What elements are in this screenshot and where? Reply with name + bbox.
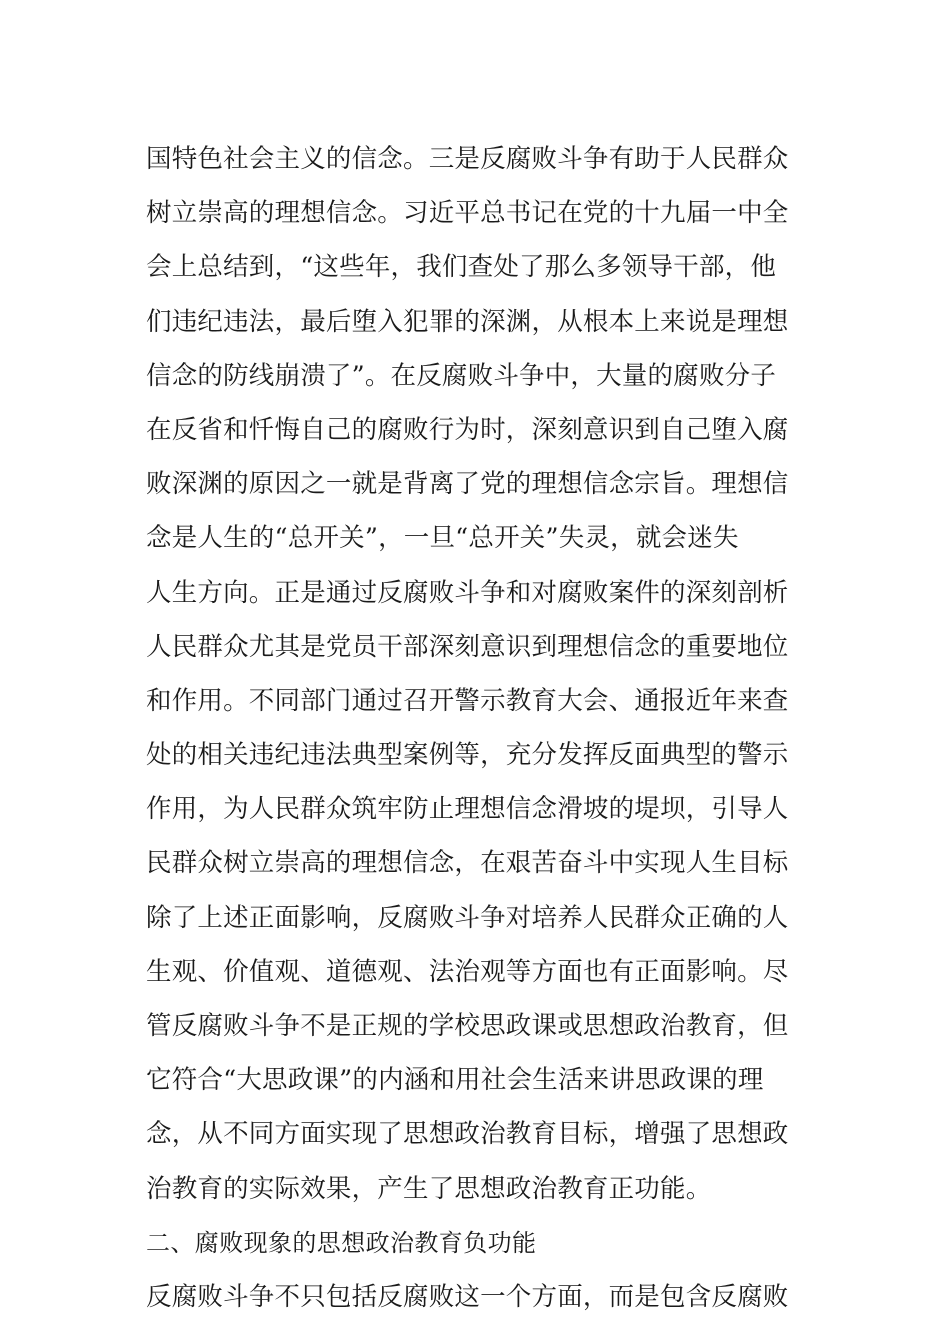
text-line: 念，从不同方面实现了思想政治教育目标，增强了思想政: [146, 1119, 789, 1150]
text-line: 作用，为人民群众筑牢防止理想信念滑坡的堤坝，引导人: [146, 794, 789, 825]
text-line: 它符合“大思政课”的内涵和用社会生活来讲思政课的理: [146, 1065, 764, 1096]
text-line: 反腐败斗争不只包括反腐败这一个方面，而是包含反腐败: [146, 1281, 789, 1312]
text-line: 和作用。不同部门通过召开警示教育大会、通报近年来查: [146, 685, 789, 716]
text-line: 们违纪违法，最后堕入犯罪的深渊，从根本上来说是理想: [146, 306, 789, 337]
text-line: 人生方向。正是通过反腐败斗争和对腐败案件的深刻剖析: [146, 577, 789, 608]
section-heading: 二、腐败现象的思想政治教育负功能: [146, 1228, 537, 1257]
text-line: 信念的防线崩溃了”。在反腐败斗争中，大量的腐败分子: [146, 360, 777, 391]
text-line: 处的相关违纪违法典型案例等，充分发挥反面典型的警示: [146, 740, 789, 771]
body-text: [146, 132, 816, 1324]
text-line: 念是人生的“总开关”，一旦“总开关”失灵，就会迷失: [146, 523, 739, 554]
text-line: 治教育的实际效果，产生了思想政治教育正功能。: [146, 1173, 712, 1204]
text-line: 管反腐败斗争不是正规的学校思政课或思想政治教育，但: [146, 1011, 789, 1041]
text-line: 败深渊的原因之一就是背离了党的理想信念宗旨。理想信: [146, 469, 789, 500]
text-line: 生观、价值观、道德观、法治观等方面也有正面影响。尽: [146, 956, 789, 987]
text-line: 树立崇高的理想信念。习近平总书记在党的十九届一中全: [146, 198, 789, 229]
text-line: 国特色社会主义的信念。三是反腐败斗争有助于人民群众: [146, 144, 789, 174]
text-line: 人民群众尤其是党员干部深刻意识到理想信念的重要地位: [146, 631, 789, 662]
text-line: 在反省和忏悔自己的腐败行为时，深刻意识到自己堕入腐: [146, 414, 789, 445]
text-line: 会上总结到，“这些年，我们查处了那么多领导干部，他: [146, 252, 777, 283]
text-line: 除了上述正面影响，反腐败斗争对培养人民群众正确的人: [146, 902, 789, 933]
text-line: 民群众树立崇高的理想信念，在艰苦奋斗中实现人生目标: [146, 848, 789, 879]
